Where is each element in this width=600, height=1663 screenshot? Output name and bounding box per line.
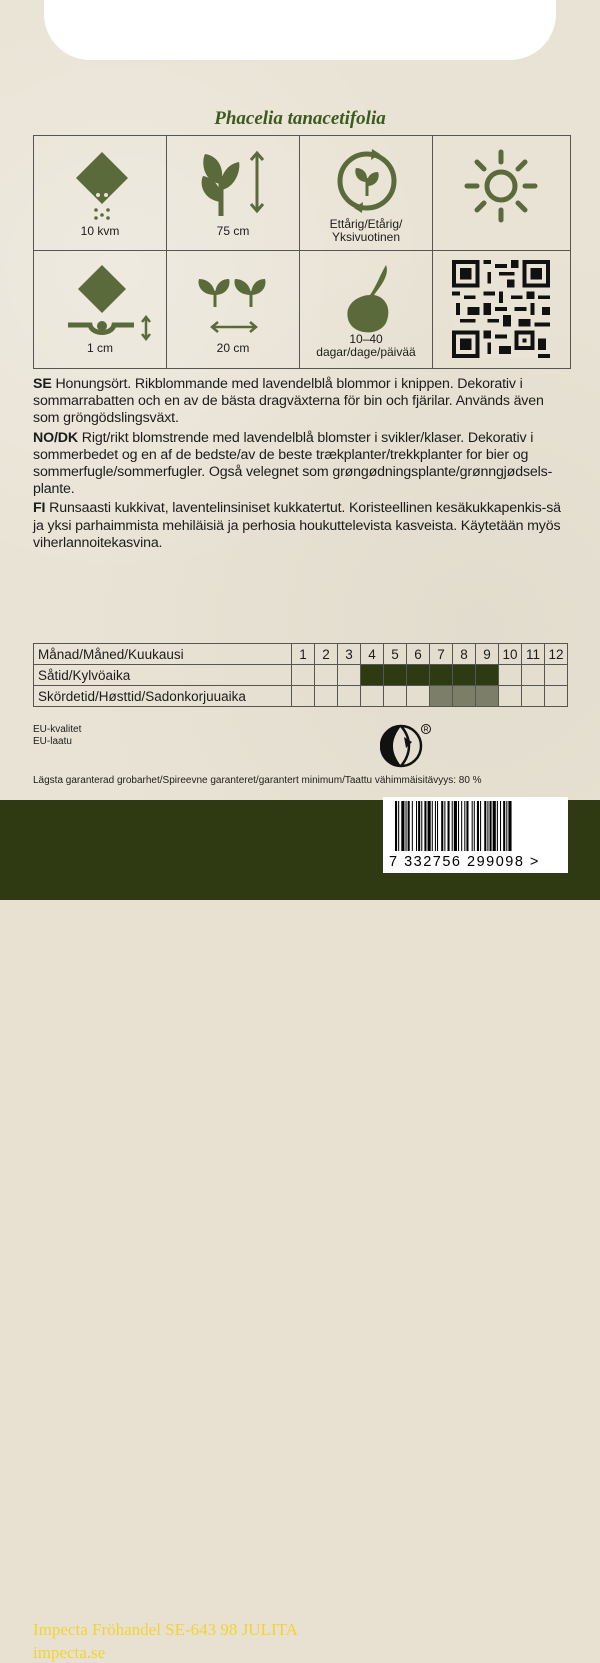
annual-cell [300, 136, 433, 251]
harvest-month-5 [384, 686, 407, 707]
spacing-cell [167, 251, 300, 368]
month-1: 1 [292, 644, 315, 665]
germination-guarantee: Lägsta garanterad grobarhet/Spireevne garanteret/garantert minimum/Taattu vähimmäisitävyys: 80 % [33, 775, 482, 786]
area-icon [72, 150, 132, 220]
barcode-bar [487, 801, 488, 851]
description-nodk-text: Rigt/rikt blomstrende med lavendelblå blomster i svikler/klaser. Dekorativ i sommerbedet og en af de bedste/av de beste trækplanter/trekkplanter for bier og sommerfugle/sommerfugler. Også velegnet som grøngødningsplante/grønngjødsels-plante. [33, 429, 553, 498]
barcode-bar [503, 801, 505, 851]
sowing-calendar [33, 643, 568, 707]
area-label: 10 kvm [80, 224, 120, 238]
sowing-month-3 [338, 665, 361, 686]
calendar-header-label: Månad/Måned/Kuukausi [34, 644, 292, 665]
harvest-row-label: Skördetid/Høsttid/Sadonkorjuuaika [34, 686, 292, 707]
barcode-bar [441, 801, 443, 851]
sowing-month-1 [292, 665, 315, 686]
barcode-bar [464, 801, 465, 851]
month-8: 8 [453, 644, 476, 665]
description-se-text: Honungsört. Rikblommande med lavendelblå blommor i knippen. Dekorativ i sommarrabatten och en av de bästa dragväxterna för bin och fjärilar. Används även som gröngödslingsväxt. [33, 376, 544, 427]
green-dot-recycling-icon [380, 723, 432, 769]
annual-label-1: Ettårig/Etårig/ [329, 217, 403, 231]
calendar-header-row [34, 644, 568, 665]
ean-number: 7 332756 299098 > [383, 851, 568, 873]
barcode-bar [406, 801, 407, 851]
description-se [33, 376, 569, 428]
barcode-bar [458, 801, 459, 851]
month-12: 12 [545, 644, 568, 665]
barcode-bar [412, 801, 413, 851]
barcode-bar [506, 801, 507, 851]
spacing-label: 20 cm [216, 341, 250, 355]
month-3: 3 [338, 644, 361, 665]
month-4: 4 [361, 644, 384, 665]
barcode-bar [424, 801, 426, 851]
sowing-month-5 [384, 665, 407, 686]
month-11: 11 [522, 644, 545, 665]
barcode-bar [418, 801, 420, 851]
barcode-bar [466, 801, 468, 851]
month-9: 9 [476, 644, 499, 665]
barcode-bar [493, 801, 496, 851]
barcode-bar [452, 801, 453, 851]
barcode-bar [448, 801, 450, 851]
sowing-month-11 [522, 665, 545, 686]
sowing-month-12 [545, 665, 568, 686]
barcode-bar [472, 801, 473, 851]
month-5: 5 [384, 644, 407, 665]
sowing-month-10 [499, 665, 522, 686]
barcode-bar [408, 801, 410, 851]
description-block [33, 376, 569, 554]
barcode-bar [395, 801, 397, 851]
sowing-month-6 [407, 665, 430, 686]
harvest-month-10 [499, 686, 522, 707]
depth-label: 1 cm [86, 341, 113, 355]
description-nodk [33, 430, 569, 499]
germination-cell [300, 251, 433, 368]
eu-quality [33, 724, 81, 748]
hanger-cutout [44, 0, 556, 60]
month-10: 10 [499, 644, 522, 665]
harvest-month-12 [545, 686, 568, 707]
harvest-month-8 [453, 686, 476, 707]
barcode-bar [421, 801, 422, 851]
germination-label-2: dagar/dage/päivää [316, 345, 416, 359]
lang-code-se: SE [33, 376, 52, 392]
barcode-bars [383, 797, 568, 853]
barcode-bar [461, 801, 462, 851]
sowing-month-9 [476, 665, 499, 686]
barcode-bar [508, 801, 511, 851]
lang-code-nodk: NO/DK [33, 429, 78, 446]
sun-cell [433, 136, 570, 251]
description-fi [33, 500, 569, 552]
barcode-bar [490, 801, 492, 851]
harvest-month-9 [476, 686, 499, 707]
company-address: Impecta Fröhandel SE-643 98 JULITA [33, 1620, 298, 1639]
annual-icon [334, 148, 400, 214]
area-cell [34, 136, 167, 251]
sowing-month-7 [430, 665, 453, 686]
month-6: 6 [407, 644, 430, 665]
barcode-bar [428, 801, 431, 851]
harvest-month-11 [522, 686, 545, 707]
harvest-month-3 [338, 686, 361, 707]
info-grid [33, 135, 571, 369]
depth-icon [64, 263, 154, 343]
barcode-bar [474, 801, 475, 851]
barcode-bar [497, 801, 498, 851]
height-label: 75 cm [216, 224, 250, 238]
germination-icon [340, 261, 400, 337]
barcode-bar [437, 801, 438, 851]
month-2: 2 [315, 644, 338, 665]
sowing-month-2 [315, 665, 338, 686]
height-icon [199, 148, 269, 218]
sun-icon [463, 148, 539, 224]
barcode-bar [435, 801, 436, 851]
barcode-bar [500, 801, 501, 851]
sowing-row-label: Såtid/Kylvöaika [34, 665, 292, 686]
barcode-bar [484, 801, 486, 851]
sowing-row [34, 665, 568, 686]
harvest-month-7 [430, 686, 453, 707]
sowing-month-8 [453, 665, 476, 686]
barcode-bar [444, 801, 445, 851]
svg-text:R: R [423, 726, 429, 734]
description-fi-text: Runsaasti kukkivat, laventelinsiniset kukkatertut. Koristeellinen kesäkukkapenkis-sä ja yksi parhaimmista mehiläisiä ja perhosia houkuttelevista kasveista. Käytetään myös viherlannoitekasvina. [33, 500, 561, 551]
harvest-month-4 [361, 686, 384, 707]
harvest-month-1 [292, 686, 315, 707]
barcode-bar [432, 801, 433, 851]
lang-code-fi: FI [33, 500, 46, 517]
spacing-icon [195, 273, 275, 343]
harvest-month-2 [315, 686, 338, 707]
barcode-bar [401, 801, 404, 851]
barcode-bar [480, 801, 481, 851]
harvest-month-6 [407, 686, 430, 707]
depth-cell [34, 251, 167, 368]
height-cell [167, 136, 300, 251]
qr-code[interactable] [452, 260, 550, 358]
month-7: 7 [430, 644, 453, 665]
qr-cell [433, 251, 570, 368]
eu-quality-fi: EU-laatu [33, 736, 72, 747]
eu-quality-se: EU-kvalitet [33, 724, 82, 735]
sowing-month-4 [361, 665, 384, 686]
annual-label-2: Yksivuotinen [331, 230, 401, 244]
barcode-bar [477, 801, 479, 851]
germination-label-1: 10–40 [349, 332, 383, 346]
species-name: Phacelia tanacetifolia [214, 108, 386, 129]
harvest-row [34, 686, 568, 707]
barcode-bar [416, 801, 417, 851]
barcode-bar [398, 801, 399, 851]
barcode-bar [454, 801, 457, 851]
company-website[interactable]: impecta.se [33, 1643, 106, 1662]
